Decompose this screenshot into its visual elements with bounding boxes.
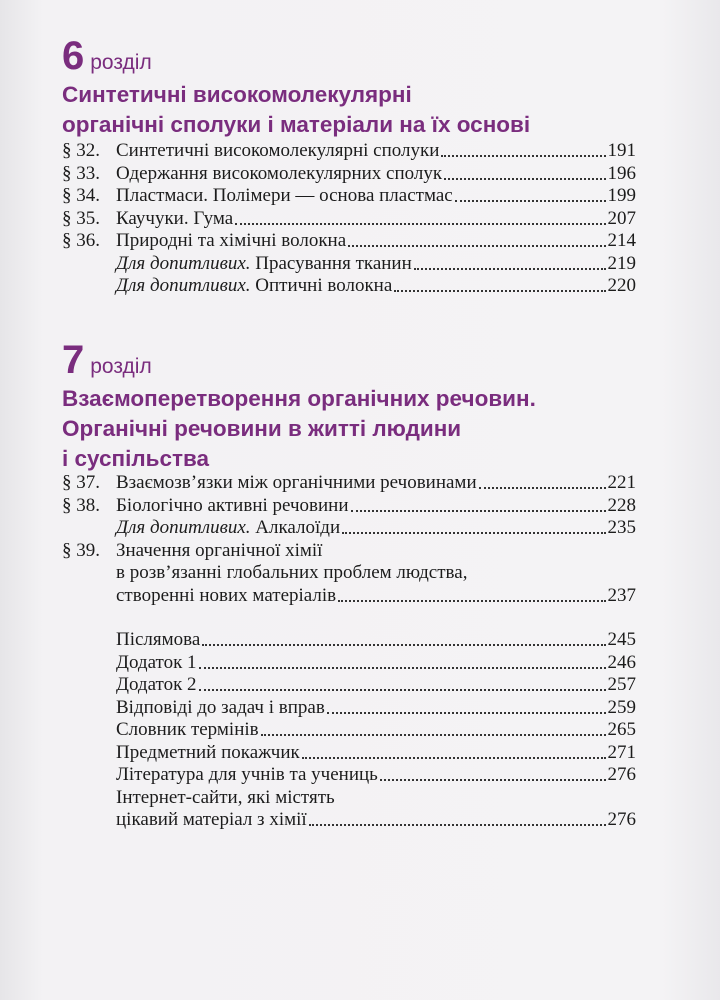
toc-entry[interactable]	[62, 719, 636, 742]
entry-title-line-2: в розв’язанні глобальних проблем людства,	[116, 562, 468, 583]
page-number: 214	[607, 230, 636, 251]
chapter-6-word: розділ	[90, 51, 152, 74]
section-number: § 36.	[62, 230, 100, 251]
entry-title-line-3: створенні нових матеріалів	[116, 584, 337, 606]
entry-title: Додаток 1	[116, 651, 197, 673]
toc-entry[interactable]	[62, 495, 636, 518]
dot-leader	[202, 644, 605, 646]
dot-leader	[199, 667, 606, 669]
entry-title	[116, 517, 340, 540]
chapter-7-label	[62, 340, 680, 380]
toc-entry[interactable]	[62, 208, 636, 231]
toc-entry[interactable]	[62, 230, 636, 253]
entry-title	[116, 275, 392, 298]
chapter-7-word: розділ	[90, 355, 152, 378]
page-number: 265	[607, 719, 636, 740]
dot-leader	[479, 487, 606, 489]
toc-entry[interactable]	[62, 140, 636, 163]
chapter-6-toc	[62, 140, 636, 298]
dot-leader	[444, 178, 605, 180]
entry-title: Предметний покажчик	[116, 741, 300, 763]
entry-title: Пластмаси. Полімери — основа пластмас	[116, 185, 453, 206]
dot-leader	[394, 290, 605, 292]
entry-title: Біологічно активні речовини	[116, 494, 349, 516]
toc-entry-line	[62, 787, 636, 810]
entry-title: Словник термінів	[116, 719, 259, 740]
entry-lead: Для допитливих.	[116, 275, 251, 296]
entry-title: Література для учнів та учениць	[116, 764, 378, 785]
entry-lead: Для допитливих.	[116, 252, 251, 274]
toc-entry-internet[interactable]	[62, 787, 636, 832]
chapter-6-label	[62, 36, 680, 76]
entry-title	[116, 253, 412, 276]
toc-entry-line	[62, 540, 636, 563]
dot-leader	[342, 532, 605, 534]
entry-title: Синтетичні високомолекулярні сполуки	[116, 140, 440, 161]
dot-leader	[441, 155, 605, 157]
page-number: 220	[607, 275, 636, 296]
page-number: 235	[607, 517, 636, 538]
entry-title: Природні та хімічні волокна	[116, 230, 347, 251]
chapter-6-number: 6	[62, 34, 85, 78]
spacer	[62, 607, 636, 629]
toc-entry[interactable]	[62, 185, 636, 208]
entry-title: Взаємозв’язки між органічними речовинами	[116, 472, 477, 493]
section-number: § 38.	[62, 494, 100, 516]
toc-entry-39[interactable]	[62, 540, 636, 608]
toc-entry[interactable]	[62, 652, 636, 675]
toc-entry[interactable]	[62, 674, 636, 697]
dot-leader	[338, 600, 605, 602]
dot-leader	[348, 245, 605, 247]
dot-leader	[235, 223, 605, 225]
page-number: 199	[607, 185, 636, 206]
page-number: 191	[607, 140, 636, 161]
page-number: 219	[607, 252, 636, 274]
toc-entry-line	[62, 562, 636, 585]
dot-leader	[327, 712, 606, 714]
dot-leader	[199, 689, 606, 691]
toc-entry[interactable]	[62, 764, 636, 787]
section-number: § 35.	[62, 207, 100, 229]
entry-title-line-1: Значення органічної хімії	[116, 539, 323, 561]
entry-text: Оптичні волокна	[250, 275, 393, 296]
toc-entry[interactable]	[62, 253, 636, 276]
toc-entry[interactable]	[62, 472, 636, 495]
page-number: 237	[607, 584, 636, 606]
entry-text: Прасування тканин	[250, 252, 412, 274]
page-number: 196	[607, 162, 636, 184]
entry-title-line-1: Інтернет-сайти, які містять	[116, 786, 335, 808]
page-number: 221	[607, 472, 636, 493]
chapter-6-header	[62, 36, 680, 140]
toc-entry[interactable]	[62, 163, 636, 186]
chapter-7-title-line-3: і суспільства	[62, 446, 210, 471]
page-number: 276	[607, 764, 636, 785]
page-number: 228	[607, 494, 636, 516]
toc-entry[interactable]	[62, 697, 636, 720]
page-number: 271	[607, 741, 636, 763]
chapter-7-toc	[62, 472, 636, 832]
entry-title: Відповіді до задач і вправ	[116, 696, 325, 718]
entry-title: Післямова	[116, 629, 201, 650]
toc-entry[interactable]	[62, 517, 636, 540]
section-number: § 37.	[62, 472, 100, 493]
entry-title: Одержання високомолекулярних сполук	[116, 162, 443, 184]
dot-leader	[455, 200, 606, 202]
entry-title: Каучуки. Гума	[116, 207, 234, 229]
chapter-7-header	[62, 340, 680, 474]
section-number: § 33.	[62, 162, 100, 184]
dot-leader	[351, 510, 606, 512]
toc-entry[interactable]	[62, 742, 636, 765]
entry-title-line-2: цікавий матеріал з хімії	[116, 809, 307, 830]
chapter-6-title	[62, 80, 680, 140]
chapter-6-title-line-2: органічні сполуки і матеріали на їх основі	[62, 112, 531, 137]
chapter-6-title-line-1: Синтетичні високомолекулярні	[62, 82, 412, 107]
chapter-7-title-line-1: Взаємоперетворення органічних речовин.	[62, 386, 536, 411]
dot-leader	[261, 734, 606, 736]
toc-entry[interactable]	[62, 275, 636, 298]
appendix-list	[62, 629, 636, 787]
page-number: 245	[607, 629, 636, 650]
page-number: 246	[607, 651, 636, 673]
toc-entry-line	[62, 809, 636, 832]
dot-leader	[414, 268, 606, 270]
entry-text: Алкалоїди	[250, 517, 341, 538]
chapter-7-title-line-2: Органічні речовини в житті людини	[62, 416, 462, 441]
section-number: § 34.	[62, 185, 100, 206]
page-number: 207	[607, 207, 636, 229]
dot-leader	[309, 824, 606, 826]
dot-leader	[380, 779, 606, 781]
entry-title: Додаток 2	[116, 674, 197, 695]
entry-lead: Для допитливих.	[116, 517, 251, 538]
section-number: § 32.	[62, 140, 100, 161]
dot-leader	[302, 757, 606, 759]
page-number: 259	[607, 696, 636, 718]
page-number: 257	[607, 674, 636, 695]
section-number: § 39.	[62, 539, 100, 561]
chapter-7-number: 7	[62, 338, 85, 382]
toc-entry[interactable]	[62, 629, 636, 652]
toc-entry-line	[62, 585, 636, 608]
page-number: 276	[607, 809, 636, 830]
chapter-7-title	[62, 384, 680, 474]
